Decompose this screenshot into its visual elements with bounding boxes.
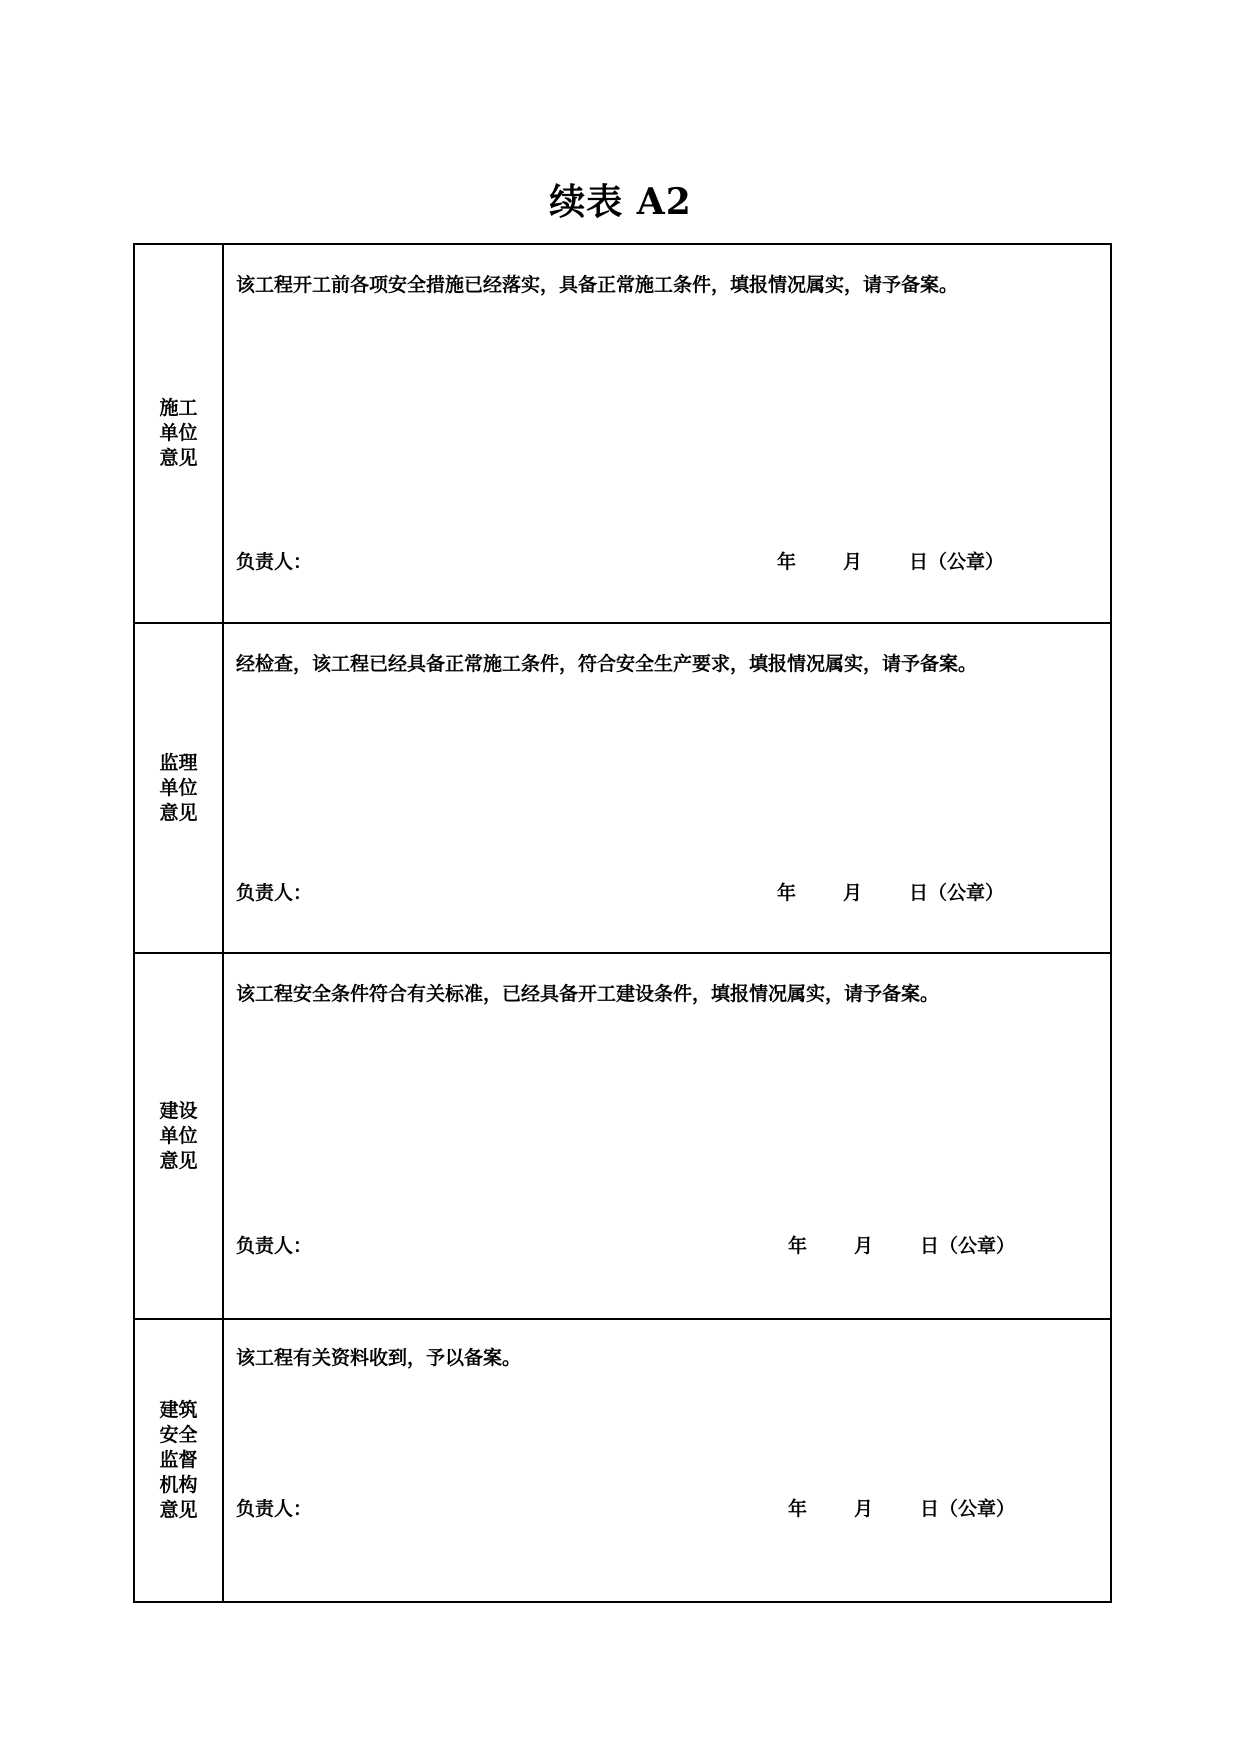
row-label: 施工单位意见: [159, 397, 198, 469]
date-day-seal-label: 日（公章）: [909, 551, 1005, 573]
opinion-text: 该工程开工前各项安全措施已经落实，具备正常施工条件，填报情况属实，请予备案。: [236, 274, 959, 296]
table-row-construction-unit: [134, 244, 1111, 623]
opinion-text: 该工程有关资料收到，予以备案。: [236, 1347, 522, 1369]
row-label-cell: [134, 1319, 223, 1602]
signer-label: 负责人：: [236, 1235, 313, 1257]
signer-label: 负责人：: [236, 1498, 313, 1520]
signer-label: 负责人：: [236, 882, 313, 904]
date-year-label: 年: [777, 551, 797, 573]
row-label: 监理单位意见: [159, 751, 198, 824]
opinion-text: 经检查，该工程已经具备正常施工条件，符合安全生产要求，填报情况属实，请予备案。: [236, 653, 978, 675]
opinion-text: 该工程安全条件符合有关标准，已经具备开工建设条件，填报情况属实，请予备案。: [236, 983, 940, 1005]
date-day-seal-label: 日（公章）: [909, 882, 1005, 904]
row-label-cell: [134, 623, 223, 953]
signer-label: 负责人：: [236, 551, 313, 573]
row-label: 建筑安全监督机构意见: [159, 1399, 198, 1521]
date-year-label: 年: [788, 1498, 808, 1520]
date-month-label: 月: [843, 882, 863, 904]
table-row-owner-unit: [134, 953, 1111, 1319]
date-month-label: 月: [843, 551, 863, 573]
page-title: 续表 A2: [549, 181, 692, 223]
row-label-cell: [134, 244, 223, 623]
date-year-label: 年: [777, 882, 797, 904]
table-row-safety-supervision-agency: [134, 1319, 1111, 1602]
opinion-cell: [223, 623, 1111, 953]
opinion-cell: [223, 244, 1111, 623]
date-month-label: 月: [854, 1235, 874, 1257]
approval-opinion-table: [133, 243, 1112, 1603]
opinion-cell: [223, 1319, 1111, 1602]
date-day-seal-label: 日（公章）: [920, 1235, 1016, 1257]
table-row-supervision-unit: [134, 623, 1111, 953]
opinion-cell: [223, 953, 1111, 1319]
date-day-seal-label: 日（公章）: [920, 1498, 1016, 1520]
row-label-cell: [134, 953, 223, 1319]
date-year-label: 年: [788, 1235, 808, 1257]
row-label: 建设单位意见: [159, 1099, 198, 1172]
date-month-label: 月: [854, 1498, 874, 1520]
